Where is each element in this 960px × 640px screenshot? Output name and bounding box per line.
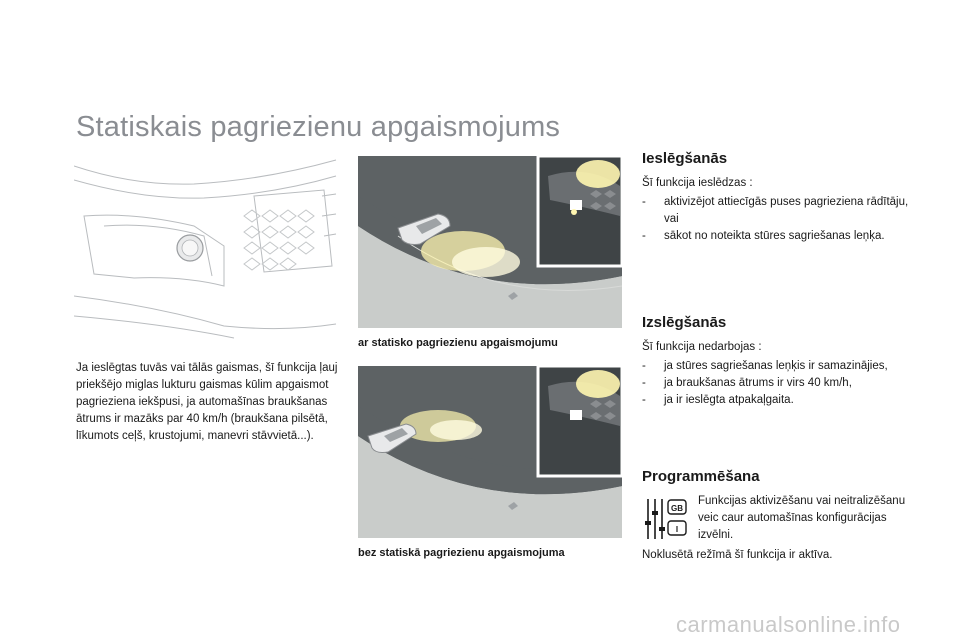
- programming-text: Funkcijas aktivizēšanu vai neitralizēšanu veic caur automašīnas konfigurācijas izvēlni.: [698, 495, 906, 541]
- caption-without-light: bez statiskā pagriezienu apgaismojuma: [358, 547, 565, 559]
- section-programming: [642, 468, 922, 549]
- condition-list: [642, 358, 922, 409]
- caption-with-light: ar statisko pagriezienu apgaismojumu: [358, 337, 558, 349]
- section-heading: Ieslēgšanās: [642, 150, 728, 167]
- figure-with-cornering-light: [358, 156, 622, 328]
- section-switch-off: [642, 314, 922, 409]
- language-badge-gb: GB: [671, 504, 683, 513]
- section-heading: Izslēgšanās: [642, 314, 727, 331]
- figure-without-cornering-light: [358, 366, 622, 538]
- or-text: vai: [664, 213, 679, 225]
- bumper-fog-lamp-illustration: [74, 156, 338, 340]
- section-intro: Šī funkcija nedarbojas :: [642, 341, 762, 353]
- list-item: - sākot no noteikta stūres sagriešanas leņķa.: [642, 228, 922, 245]
- list-item: - ja stūres sagriešanas leņķis ir samazinājies,: [642, 358, 922, 375]
- section-heading: Programmēšana: [642, 468, 760, 485]
- list-item: - ja braukšanas ātrums ir virs 40 km/h,: [642, 375, 922, 392]
- watermark-text: carmanualsonline.info: [676, 612, 901, 637]
- intro-paragraph: Ja ieslēgtas tuvās vai tālās gaismas, šī funkcija ļauj priekšējo miglas lukturu gaismas kūlim apgaismot pagrieziena iekšpusi, ja automašīnas braukšanas ātrums ir mazāks par 40 km/h (braukšana pilsētā, līkumots ceļš, krustojumi, manevri stāvvietā...).: [76, 361, 338, 442]
- default-note: Noklusētā režīmā šī funkcija ir aktīva.: [642, 549, 833, 561]
- section-switch-on: [642, 150, 922, 245]
- list-item: - ja ir ieslēgta atpakaļgaita.: [642, 392, 922, 409]
- road-scene-with-light: [358, 156, 622, 328]
- info-badge: I: [675, 525, 679, 534]
- road-scene-without-light: [358, 366, 622, 538]
- page-title: Statiskais pagriezienu apgaismojums: [76, 111, 561, 144]
- condition-list: [642, 228, 922, 245]
- settings-sliders-icon: [644, 497, 688, 541]
- condition-list: [642, 194, 922, 211]
- list-item: - aktivizējot attiecīgās puses pagrieziena rādītāju,: [642, 194, 922, 211]
- section-intro: Šī funkcija ieslēdzas :: [642, 177, 753, 189]
